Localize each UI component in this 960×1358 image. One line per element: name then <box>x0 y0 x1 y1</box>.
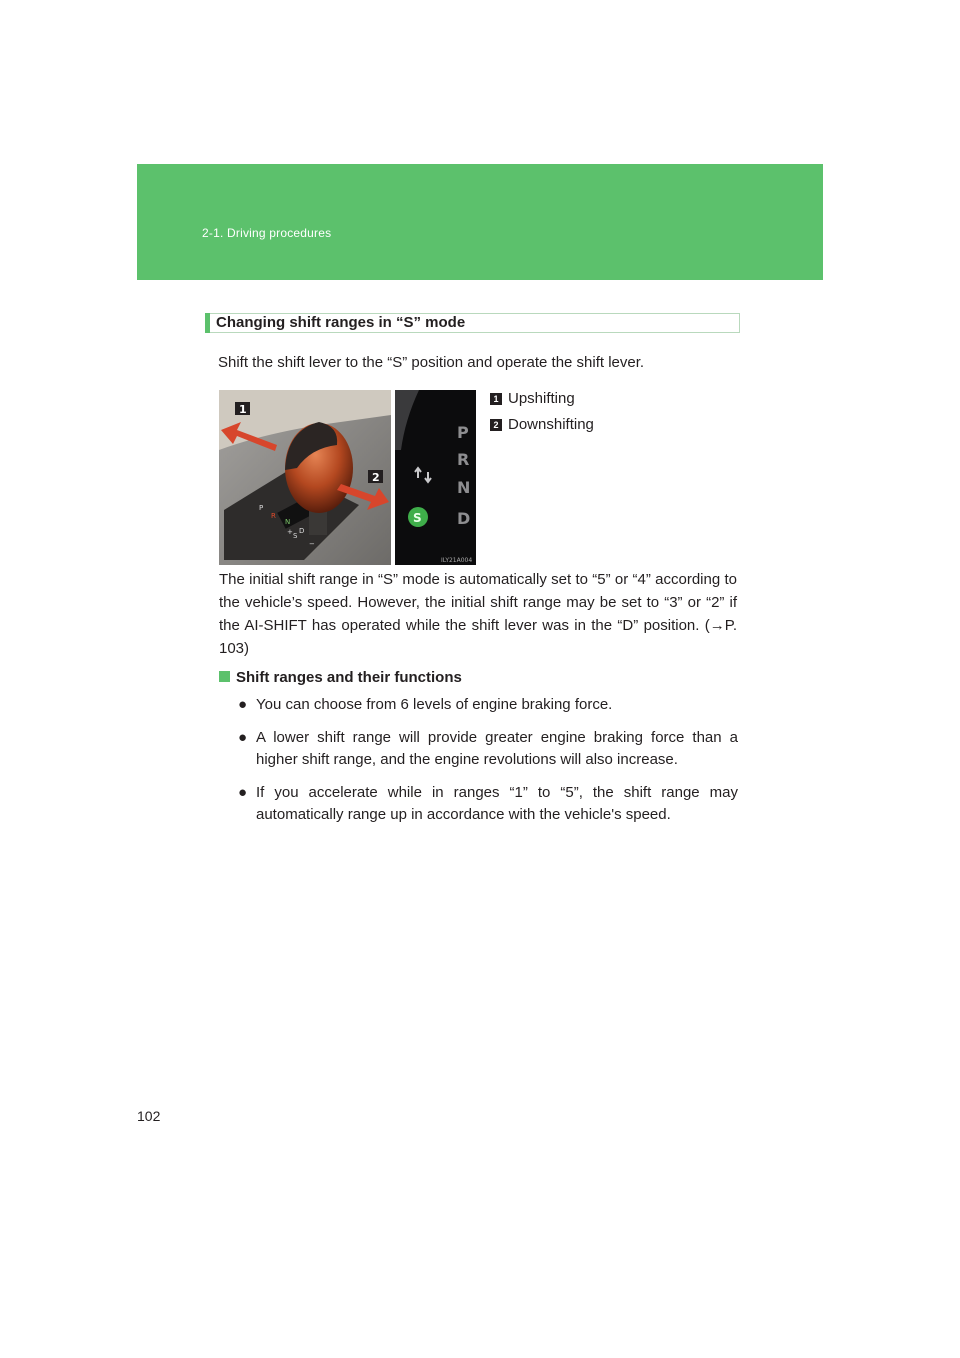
section-label: 2-1. Driving procedures <box>202 226 332 240</box>
bullet-dot-icon: ● <box>238 729 248 746</box>
legend-number-2: 2 <box>490 419 502 431</box>
subheading-accent <box>205 313 210 333</box>
gate-mark-s: S <box>293 532 298 540</box>
subsection-heading <box>219 669 462 686</box>
gate-mark-p: P <box>259 504 264 512</box>
bullet-text: A lower shift range will provide greater engine braking force than a higher shift range, and the engine revolutions will also increase. <box>256 729 738 768</box>
gate-mark-plus: + <box>287 528 293 536</box>
bullet-text: If you accelerate while in ranges “1” to “5”, the shift range may automatically range up in accordance with the vehicle's speed. <box>256 784 738 823</box>
list-item <box>238 727 738 771</box>
bullet-text: You can choose from 6 levels of engine braking force. <box>256 696 613 713</box>
legend-number-1: 1 <box>490 393 502 405</box>
page-number: 102 <box>137 1108 161 1124</box>
gear-n: N <box>457 478 471 497</box>
list-item <box>238 782 738 826</box>
body-paragraph: The initial shift range in “S” mode is automatically set to “5” or “4” according to the vehicle’s speed. However, the initial shift range may be set to “3” or “2” if the AI-SHIFT has operated while the shift lever was in the “D” position. (→P. 103) <box>219 571 737 657</box>
figure-divider <box>391 390 395 565</box>
header-band <box>137 164 823 280</box>
bullet-dot-icon: ● <box>238 784 248 801</box>
gate-mark-r: R <box>271 512 276 520</box>
gate-mark-d: D <box>299 527 305 535</box>
list-item <box>238 694 738 716</box>
gear-p: P <box>457 423 469 442</box>
subheading: Changing shift ranges in “S” mode <box>216 314 466 331</box>
intro-text: Shift the shift lever to the “S” position and operate the shift lever. <box>218 354 645 371</box>
gate-mark-n: N <box>285 518 291 526</box>
subsection-title: Shift ranges and their functions <box>236 669 462 686</box>
bullet-list <box>238 694 738 837</box>
callout-2: 2 <box>372 471 380 484</box>
legend-label-upshifting: Upshifting <box>508 390 575 407</box>
callout-1: 1 <box>239 403 247 416</box>
gear-r: R <box>457 450 470 469</box>
shift-lever-figure <box>219 390 476 565</box>
green-square-icon <box>219 671 230 682</box>
image-code: ILY21A004 <box>441 557 473 564</box>
gate-mark-minus: − <box>309 540 315 548</box>
gear-d: D <box>457 509 471 528</box>
bullet-dot-icon: ● <box>238 696 248 713</box>
legend-label-downshifting: Downshifting <box>508 416 594 433</box>
s-indicator: S <box>413 511 422 525</box>
